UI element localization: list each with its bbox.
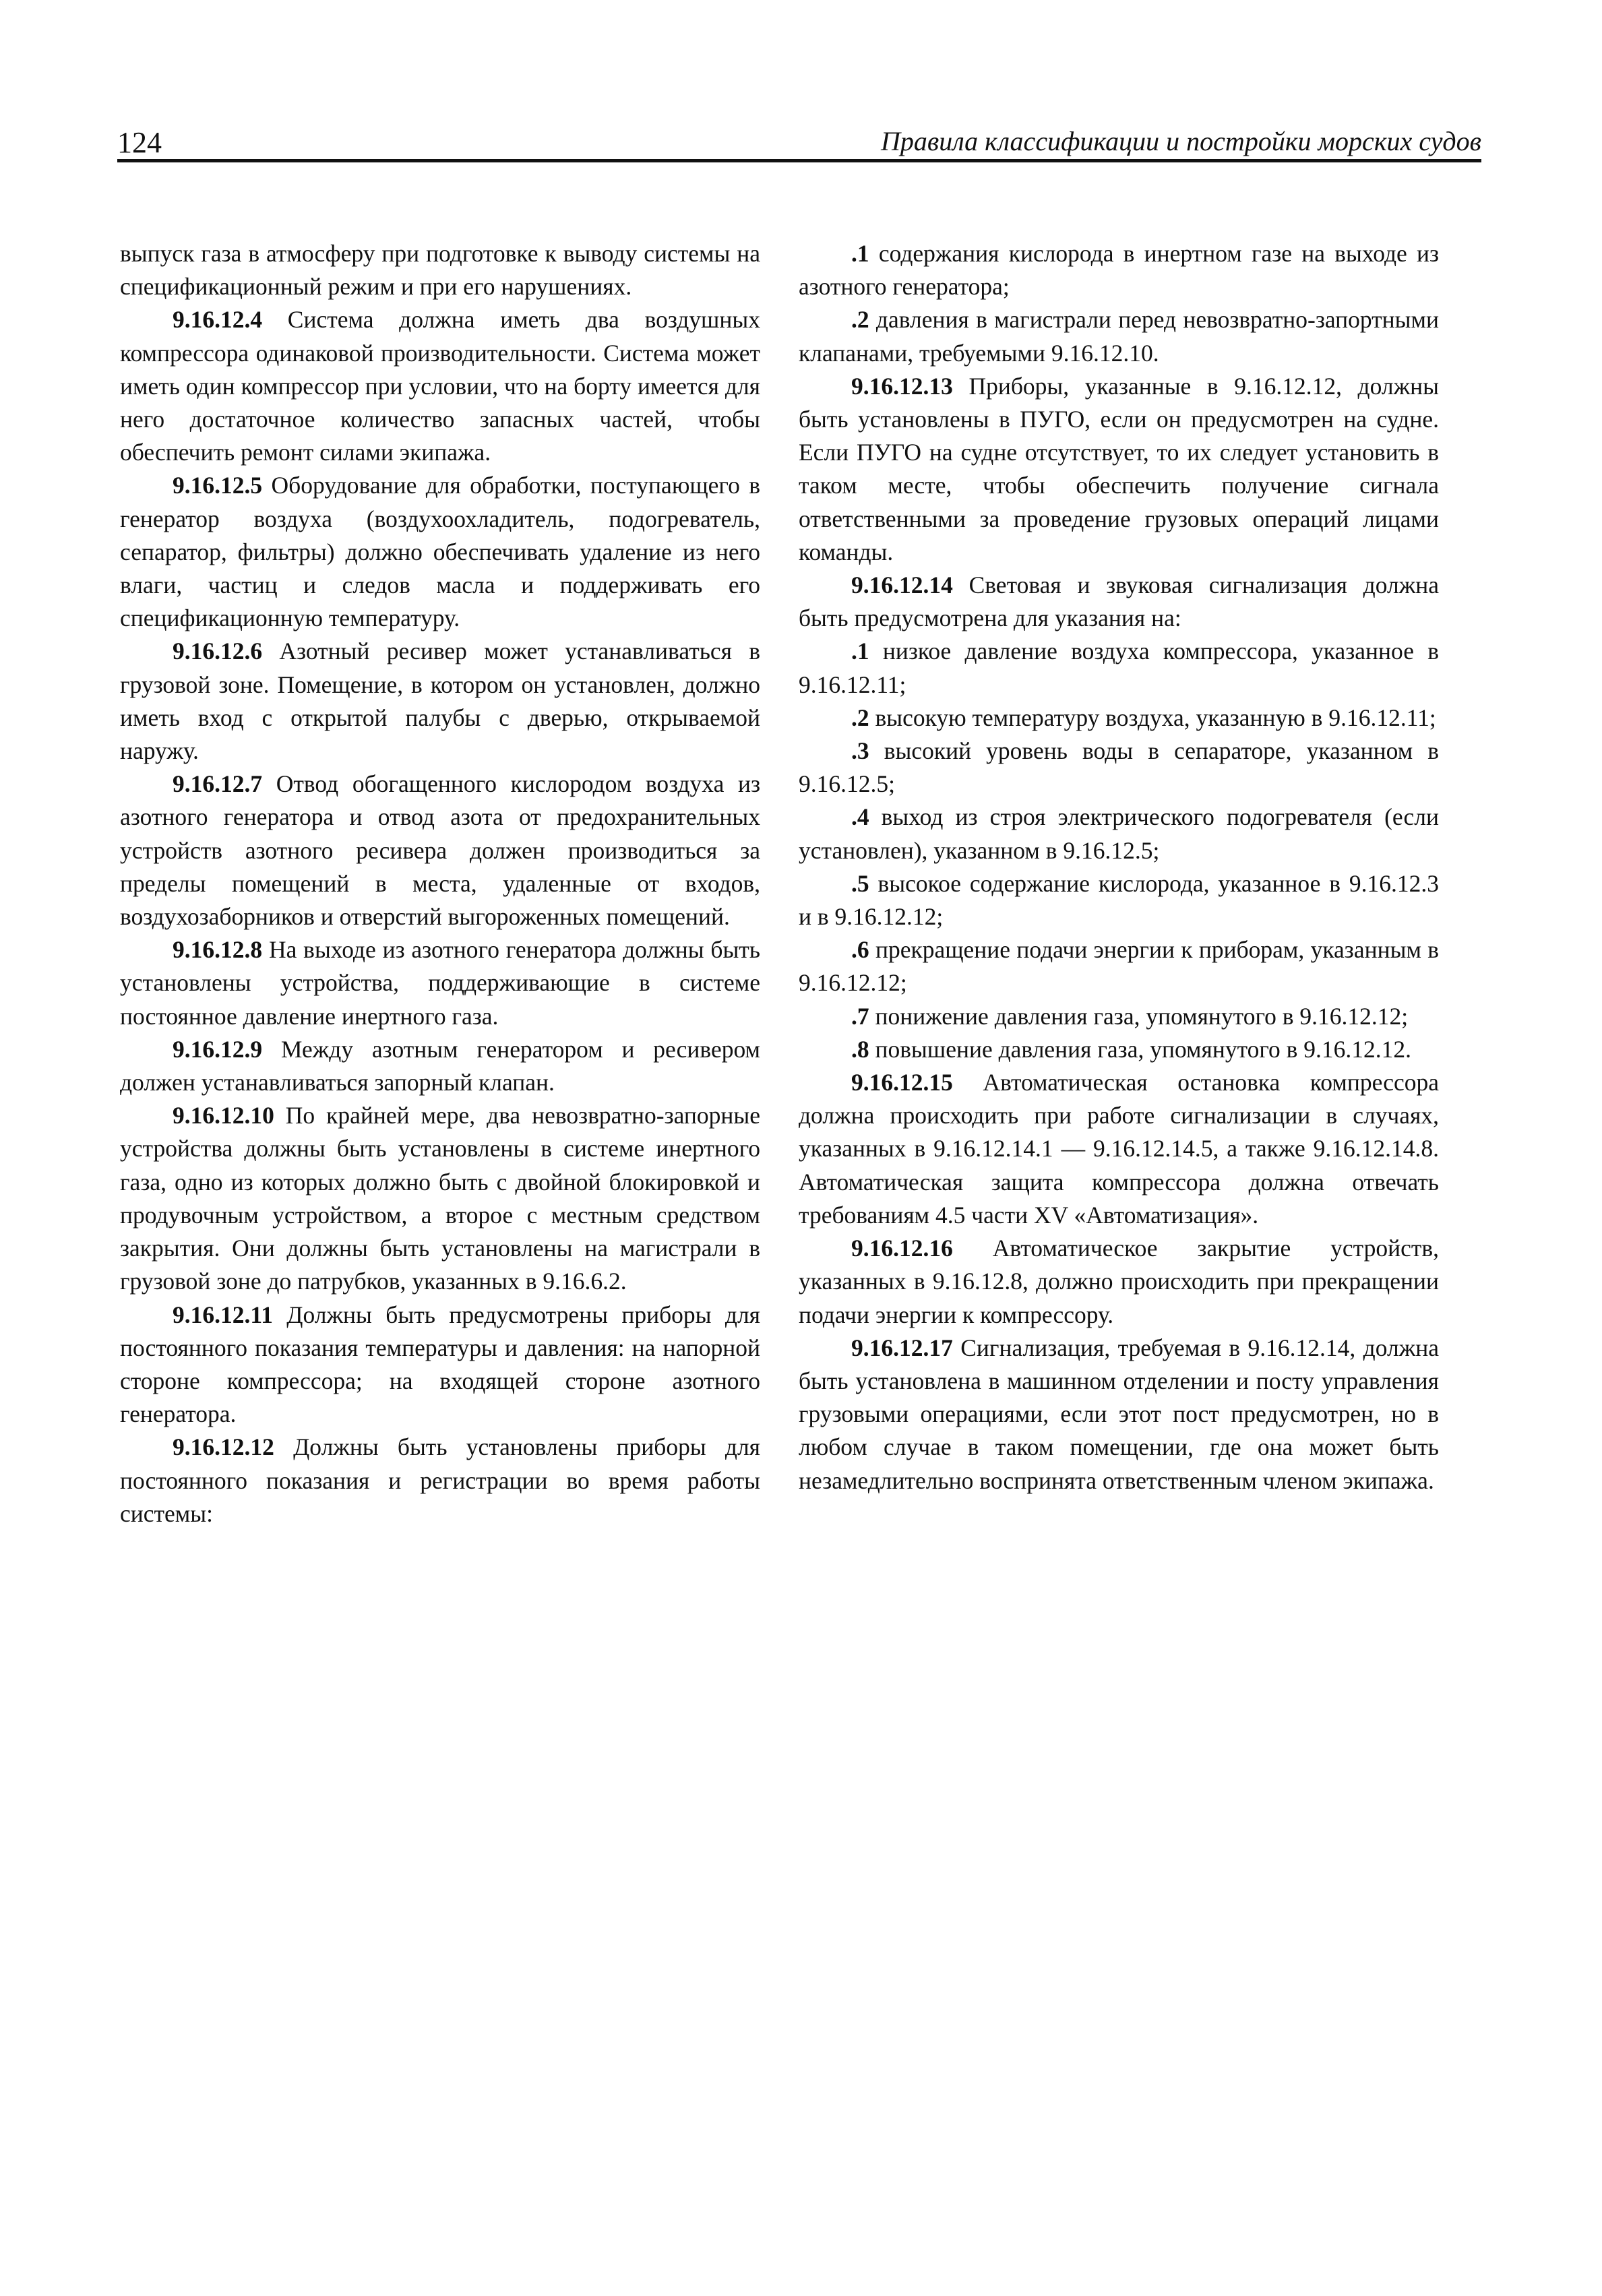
clause-number: 9.16.12.17 bbox=[851, 1334, 953, 1361]
clause-number: 9.16.12.7 bbox=[173, 770, 263, 798]
paragraph bbox=[799, 370, 1439, 569]
paragraph-text: давления в магистрали перед невозвратно-запортными клапанами, требуемыми 9.16.12.10. bbox=[799, 306, 1439, 367]
paragraph-text: высокое содержание кислорода, указанное в 9.16.12.3 и в 9.16.12.12; bbox=[799, 869, 1439, 931]
paragraph-text: выход из строя электрического подогревателя (если установлен), указанном в 9.16.12.5; bbox=[799, 803, 1439, 864]
paragraph-text: выпуск газа в атмосферу при подготовке к выводу системы на спецификационный режим и при его нарушениях. bbox=[120, 240, 760, 301]
clause-number: 9.16.12.15 bbox=[851, 1069, 953, 1096]
clause-number: 9.16.12.11 bbox=[173, 1301, 273, 1328]
paragraph bbox=[799, 867, 1439, 933]
paragraph-text: Между азотным генератором и ресивером должен устанавливаться запорный клапан. bbox=[120, 1035, 760, 1096]
paragraph-text: Приборы, указанные в 9.16.12.12, должны быть установлены в ПУГО, если он предусмотрен на судне. Если ПУГО на судне отсутствует, то их следует установить в таком месте, чтобы обеспечить получение сигнала ответственными за проведение грузовых операций лицами команды. bbox=[799, 372, 1439, 565]
paragraph-text: По крайней мере, два невозвратно-запорные устройства должны быть установлены в системе инертного газа, одно из которых должно быть с двойной блокировкой и продувочным устройством, а второе с местным средством закрытия. Они должны быть установлены на магистрали в грузовой зоне до патрубков, указанных в 9.16.6.2. bbox=[120, 1102, 760, 1295]
paragraph bbox=[799, 702, 1439, 735]
right-column bbox=[799, 237, 1439, 1497]
paragraph bbox=[799, 1000, 1439, 1033]
clause-number: .8 bbox=[851, 1035, 869, 1063]
page-number: 124 bbox=[117, 126, 162, 159]
clause-number: .1 bbox=[851, 240, 869, 267]
paragraph-text: понижение давления газа, упомянутого в 9.16.12.12; bbox=[869, 1002, 1409, 1030]
paragraph-text: содержания кислорода в инертном газе на выходе из азотного генератора; bbox=[799, 240, 1439, 301]
paragraph bbox=[120, 1033, 760, 1099]
paragraph-text: прекращение подачи энергии к приборам, указанным в 9.16.12.12; bbox=[799, 936, 1439, 997]
paragraph bbox=[799, 1066, 1439, 1232]
paragraph bbox=[120, 1431, 760, 1530]
clause-number: 9.16.12.10 bbox=[173, 1102, 274, 1129]
clause-number: .3 bbox=[851, 737, 869, 765]
paragraph-text: Автоматическое закрытие устройств, указанных в 9.16.12.8, должно происходить при прекращении подачи энергии к компрессору. bbox=[799, 1235, 1439, 1328]
paragraph-text: Система должна иметь два воздушных компрессора одинаковой производительности. Система может иметь один компрессор при условии, что на борту имеется для него достаточное количество запасных частей, чтобы обеспечить ремонт силами экипажа. bbox=[120, 306, 760, 466]
paragraph bbox=[799, 635, 1439, 701]
paragraph bbox=[799, 237, 1439, 303]
paragraph-text: Должны быть установлены приборы для постоянного показания и регистрации во время работы системы: bbox=[120, 1433, 760, 1527]
paragraph-text: Световая и звуковая сигнализация должна быть предусмотрена для указания на: bbox=[799, 571, 1439, 632]
page-header bbox=[117, 120, 1481, 160]
clause-number: .7 bbox=[851, 1002, 869, 1030]
paragraph-text: высокий уровень воды в сепараторе, указанном в 9.16.12.5; bbox=[799, 737, 1439, 798]
clause-number: 9.16.12.5 bbox=[173, 472, 263, 499]
left-column bbox=[120, 237, 760, 1530]
paragraph bbox=[799, 933, 1439, 999]
paragraph-text: низкое давление воздуха компрессора, указанное в 9.16.12.11; bbox=[799, 638, 1439, 698]
paragraph bbox=[120, 303, 760, 469]
paragraph-text: Должны быть предусмотрены приборы для постоянного показания температуры и давления: на напорной стороне компрессора; на входящей стороне азотного генератора. bbox=[120, 1301, 760, 1428]
paragraph bbox=[799, 801, 1439, 867]
clause-number: 9.16.12.12 bbox=[173, 1433, 274, 1461]
clause-number: 9.16.12.9 bbox=[173, 1035, 263, 1063]
paragraph bbox=[120, 469, 760, 635]
clause-number: .6 bbox=[851, 936, 869, 964]
clause-number: .4 bbox=[851, 803, 869, 831]
paragraph-text: Сигнализация, требуемая в 9.16.12.14, должна быть установлена в машинном отделении и посту управления грузовыми операциями, если этот пост предусмотрен, но в любом случае в таком помещении, где она может быть незамедлительно воспринята ответственным членом экипажа. bbox=[799, 1334, 1439, 1494]
paragraph-text: Автоматическая остановка компрессора должна происходить при работе сигнализации в случаях, указанных в 9.16.12.14.1 — 9.16.12.14.5, а также 9.16.12.14.8. Автоматическая защита компрессора должна отвечать требованиям 4.5 части XV «Автоматизация». bbox=[799, 1069, 1439, 1229]
paragraph-text: высокую температуру воздуха, указанную в 9.16.12.11; bbox=[869, 704, 1436, 731]
paragraph bbox=[799, 303, 1439, 369]
paragraph bbox=[799, 1232, 1439, 1332]
paragraph bbox=[799, 1332, 1439, 1497]
paragraph bbox=[120, 768, 760, 933]
paragraph bbox=[799, 735, 1439, 801]
paragraph-text: Азотный ресивер может устанавливаться в грузовой зоне. Помещение, в котором он установлен, должно иметь вход с открытой палубы с дверью, открываемой наружу. bbox=[120, 638, 760, 765]
paragraph bbox=[120, 1099, 760, 1298]
paragraph-text: повышение давления газа, упомянутого в 9.16.12.12. bbox=[869, 1035, 1412, 1063]
paragraph bbox=[120, 1299, 760, 1431]
clause-number: .2 bbox=[851, 704, 869, 731]
clause-number: 9.16.12.4 bbox=[173, 306, 263, 334]
paragraph-text: На выходе из азотного генератора должны быть установлены устройства, поддерживающие в системе постоянное давление инертного газа. bbox=[120, 936, 760, 1030]
paragraph bbox=[120, 635, 760, 768]
paragraph-text: Отвод обогащенного кислородом воздуха из азотного генератора и отвод азота от предохранительных устройств азотного ресивера должен производиться за пределы помещений в места, удаленные от входов, воздухозаборников и отверстий выгороженных помещений. bbox=[120, 770, 760, 931]
header-rule bbox=[117, 159, 1481, 162]
clause-number: .5 bbox=[851, 869, 869, 897]
paragraph bbox=[799, 569, 1439, 635]
paragraph bbox=[120, 237, 760, 303]
paragraph bbox=[120, 933, 760, 1033]
clause-number: 9.16.12.16 bbox=[851, 1235, 953, 1262]
clause-number: .1 bbox=[851, 638, 869, 665]
clause-number: 9.16.12.6 bbox=[173, 638, 263, 665]
clause-number: 9.16.12.13 bbox=[851, 372, 953, 400]
clause-number: 9.16.12.14 bbox=[851, 571, 953, 599]
clause-number: 9.16.12.8 bbox=[173, 936, 263, 964]
paragraph bbox=[799, 1033, 1439, 1066]
paragraph-text: Оборудование для обработки, поступающего в генератор воздуха (воздухоохладитель, подогреватель, сепаратор, фильтры) должно обеспечивать удаление из него влаги, частиц и следов масла и поддерживать его спецификационную температуру. bbox=[120, 472, 760, 632]
running-title: Правила классификации и постройки морских судов bbox=[880, 126, 1481, 156]
clause-number: .2 bbox=[851, 306, 869, 334]
